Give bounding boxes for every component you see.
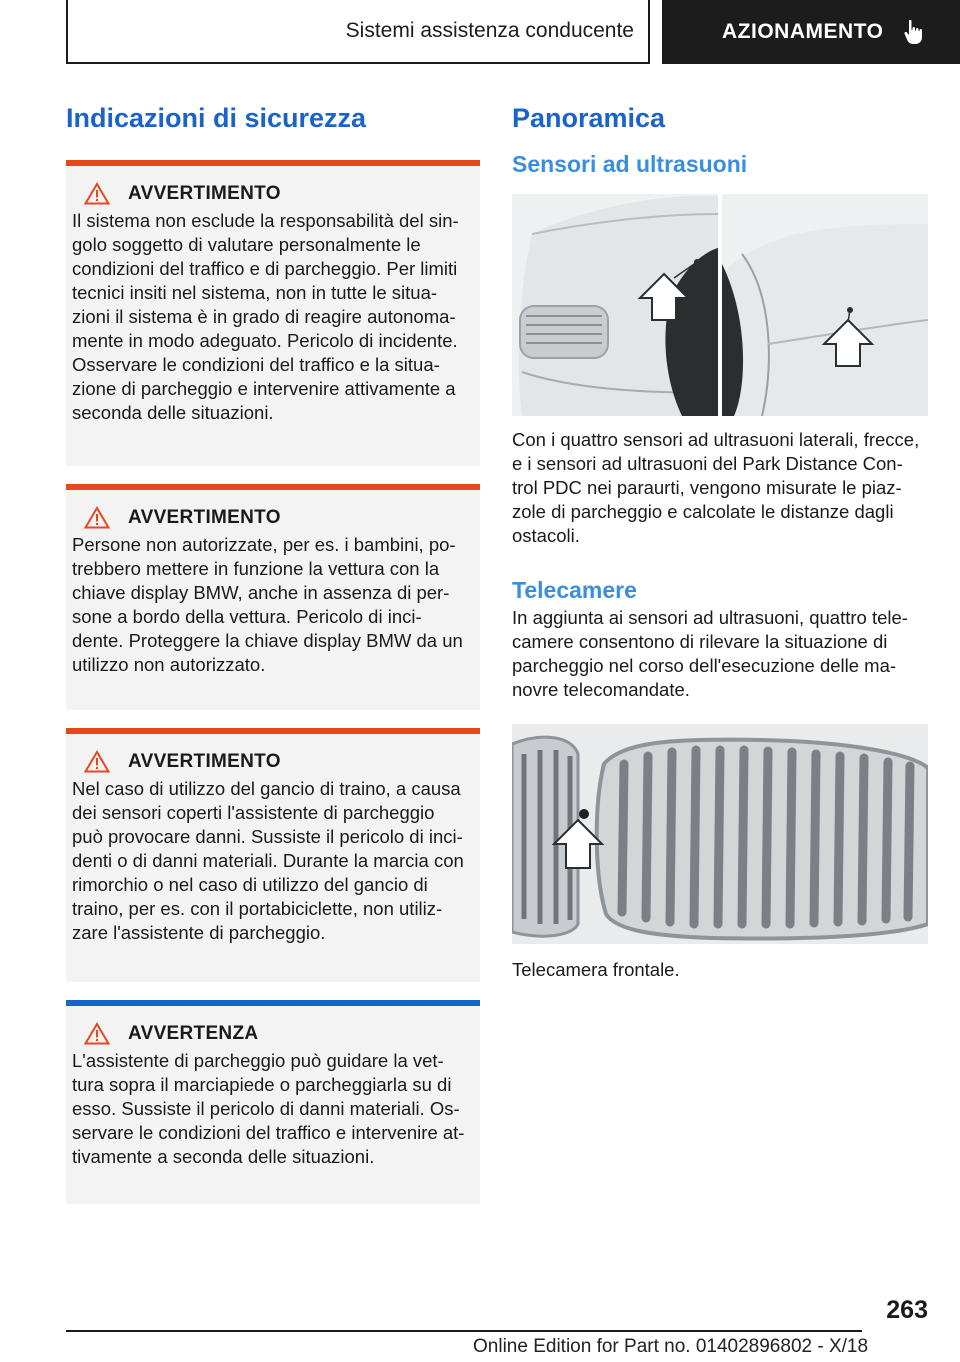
ultrasonic-heading: Sensori ad ultrasuoni xyxy=(512,151,748,177)
cameras-heading: Telecamere xyxy=(512,577,637,603)
ultrasonic-sensors-image xyxy=(512,194,928,416)
warning-box xyxy=(66,160,480,466)
edition-text: Online Edition for Part no. 01402896802 - X/18 xyxy=(473,1336,869,1357)
warning-triangle-icon xyxy=(84,750,110,773)
warning-text: Persone non autorizzate, per es. i bambini, po- trebbero mettere in funzione la vettura con la chiave display BMW, anche in assenza di per- sone a bordo della vettura. Pericolo di inci- dente. Proteggere la chiave display BMW da un utilizzo non autorizzato. xyxy=(72,534,463,675)
safety-heading: Indicazioni di sicurezza xyxy=(66,103,367,133)
chapter-label: AZIONAMENTO xyxy=(722,20,884,43)
warning-label: AVVERTENZA xyxy=(128,1022,259,1044)
warning-label: AVVERTIMENTO xyxy=(128,182,281,204)
warning-triangle-icon xyxy=(84,1022,110,1045)
warning-box xyxy=(66,728,480,982)
ultrasonic-text: Con i quattro sensori ad ultrasuoni laterali, frecce, e i sensori ad ultrasuoni del Park Distance Con- trol PDC nei paraurti, vengono misurate le piaz- zole di parcheggio e calcolate le distanze dagli ostacoli. xyxy=(512,429,920,546)
cameras-text: In aggiunta ai sensori ad ultrasuoni, quattro tele- camere consentono di rilevare la situazione di parcheggio nel corso dell'esecuzione delle ma- novre telecomandate. xyxy=(512,607,908,700)
front-camera-caption: Telecamera frontale. xyxy=(512,959,680,980)
warning-text: Il sistema non esclude la responsabilità del sin- golo soggetto di valutare personalmente le condizioni del traffico e di parcheggio. Per limiti tecnici insiti nel sistema, non in tutte le situa- zioni il sistema è in grado di reagire autonoma- mente in modo adeguato. Pericolo di incidente. Osservare le condizioni del traffico e la situa- zione di parcheggio e intervenire attivamente a seconda delle situazioni. xyxy=(72,210,459,423)
warning-triangle-icon xyxy=(84,506,110,529)
page-header xyxy=(0,0,960,66)
warning-label: AVVERTIMENTO xyxy=(128,750,281,772)
right-column xyxy=(512,100,928,982)
page-number: 263 xyxy=(886,1296,928,1324)
caution-box xyxy=(66,1000,480,1204)
overview-heading: Panoramica xyxy=(512,103,666,133)
warning-triangle-icon xyxy=(84,182,110,205)
warning-text: L'assistente di parcheggio può guidare la vet- tura sopra il marciapiede o parcheggiarla su di esso. Sussiste il pericolo di danni materiali. Os- servare le condizioni del traffico e intervenire at- tivamente a seconda delle situazioni. xyxy=(72,1050,465,1167)
footer-divider xyxy=(66,1330,862,1332)
warning-label: AVVERTIMENTO xyxy=(128,506,281,528)
warning-box xyxy=(66,484,480,710)
section-title: Sistemi assistenza conducente xyxy=(66,0,650,64)
warning-text: Nel caso di utilizzo del gancio di traino, a causa dei sensori coperti l'assistente di parcheggio può provocare danni. Sussiste il pericolo di inci- denti o di danni materiali. Durante la marcia con rimorchio o nel caso di utilizzo del gancio di traino, per es. con il portabiciclette, non utiliz- zare l'assistente di parcheggio. xyxy=(72,778,464,943)
front-camera-image xyxy=(512,724,928,944)
chapter-tab[interactable] xyxy=(662,0,960,64)
left-column xyxy=(66,100,480,1222)
hand-pointer-icon xyxy=(903,19,925,45)
